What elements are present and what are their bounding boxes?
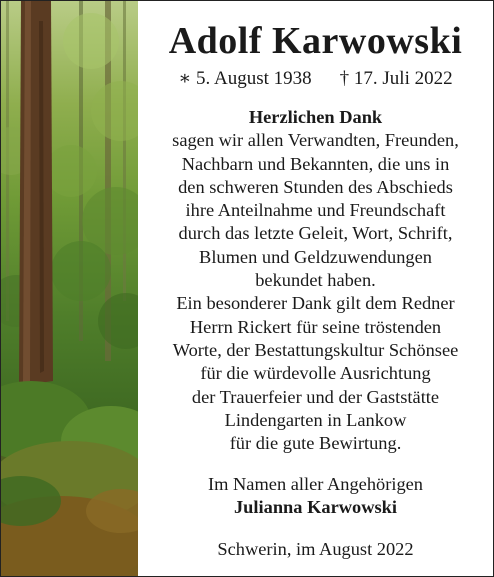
forest-illustration	[1, 1, 138, 576]
body-line: ihre Anteilnahme und Freundschaft	[185, 200, 446, 221]
life-dates	[138, 67, 493, 90]
deceased-name: Adolf Karwowski	[168, 20, 463, 62]
body-line: Herrn Rickert für seine tröstenden	[189, 316, 442, 337]
place-date: Schwerin, im August 2022	[217, 539, 414, 559]
death-date: † 17. Juli 2022	[339, 68, 453, 89]
signature-block	[138, 473, 493, 520]
birth-date: ∗ 5. August 1938	[178, 68, 312, 89]
thanks-heading: Herzlichen Dank	[248, 107, 383, 127]
body-line: Worte, der Bestattungskultur Schönsee	[172, 339, 459, 360]
body-line: Ein besonderer Dank gilt dem Redner	[176, 293, 455, 314]
body-line: für die gute Bewirtung.	[229, 433, 402, 454]
body-line: Blumen und Geldzuwendungen	[199, 246, 432, 267]
body-line: Lindengarten in Lankow	[224, 409, 407, 430]
body-line: sagen wir allen Verwandten, Freunden,	[172, 130, 459, 151]
body-line: Nachbarn und Bekannten, die uns in	[181, 153, 450, 174]
thank-you-text	[138, 106, 493, 455]
forest-photo	[1, 1, 138, 576]
body-line: den schweren Stunden des Abschieds	[178, 176, 453, 197]
body-line: durch das letzte Geleit, Wort, Schrift,	[178, 223, 453, 244]
body-line: bekundet haben.	[255, 270, 376, 291]
body-line: der Trauerfeier und der Gaststätte	[191, 386, 440, 407]
body-line: für die würdevolle Ausrichtung	[200, 363, 431, 384]
signer-name: Julianna Karwowski	[233, 497, 397, 518]
signature-intro: Im Namen aller Angehörigen	[208, 474, 423, 494]
text-column	[138, 1, 493, 576]
